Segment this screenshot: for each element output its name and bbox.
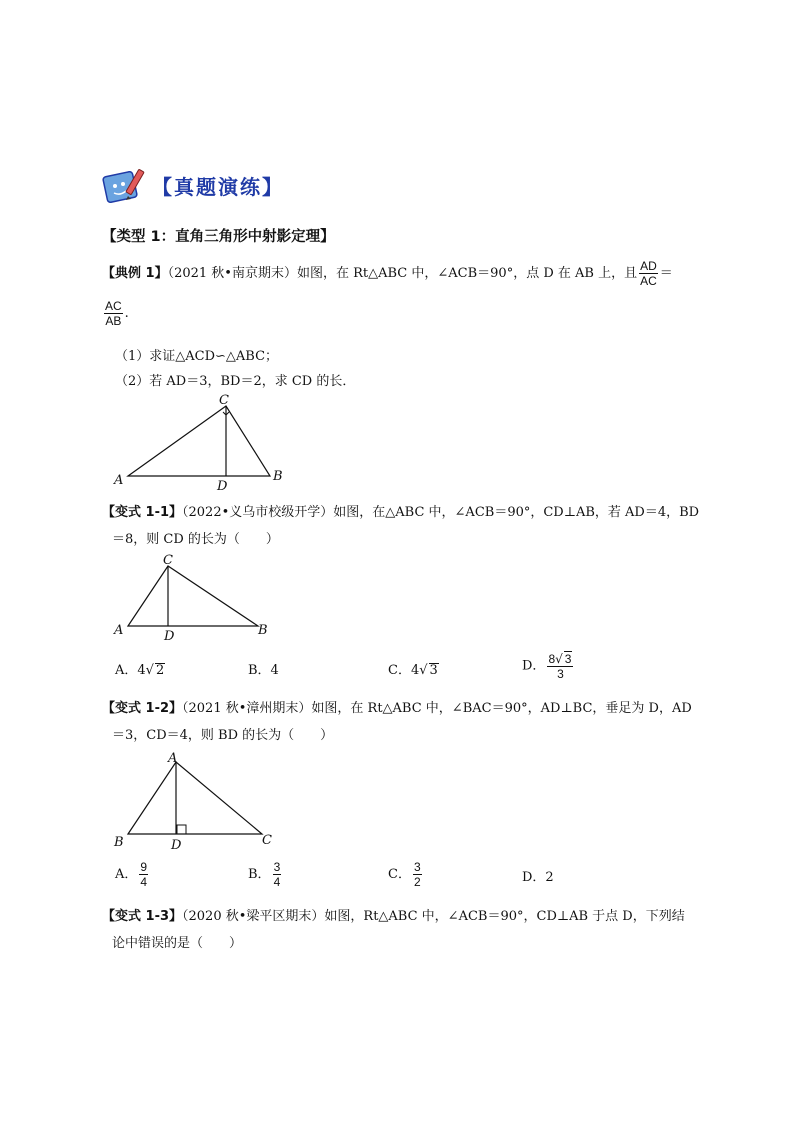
variant12-source: （2021 秋•漳州期末） bbox=[182, 701, 312, 716]
variant11-option-d[interactable]: D． $\frac{8√ 3}{3}$ bbox=[522, 652, 572, 681]
variant11-line2: ＝8，则 CD 的长为（ ） bbox=[112, 532, 279, 547]
triangle-abc bbox=[128, 566, 258, 626]
label-a: A bbox=[114, 623, 124, 638]
notebook-pencil-icon bbox=[102, 166, 150, 204]
label-a: A bbox=[168, 751, 178, 766]
variant12-line1 bbox=[102, 697, 692, 716]
variant13-text1: 如图，Rt△ABC 中，∠ACB＝90°，CD⊥AB 于点 D，下列结 bbox=[324, 909, 685, 924]
label-c: C bbox=[219, 393, 229, 408]
example1-question1: （1）求证△ACD∽△ABC； bbox=[115, 349, 279, 364]
variant12-line2: ＝3，CD＝4，则 BD 的长为（ ） bbox=[112, 728, 334, 743]
variant11-option-b[interactable]: B．4 bbox=[248, 663, 279, 678]
example1-line2: $\frac{AC}{AB}$ . bbox=[105, 299, 129, 328]
label-d: D bbox=[171, 838, 182, 852]
label-c: C bbox=[163, 553, 173, 568]
label-b: B bbox=[258, 623, 268, 638]
variant12-option-d[interactable]: D．2 bbox=[522, 870, 554, 885]
variant12-triangle-figure bbox=[110, 748, 280, 852]
variant12-option-a[interactable]: A． $\frac{9}{4}$ bbox=[115, 860, 148, 889]
variant13-line2: 论中错误的是（ ） bbox=[112, 936, 243, 951]
variant11-option-c[interactable]: C．4√ 3 bbox=[388, 663, 438, 678]
fraction-ac-ab: $\frac{AC}{AB}$ bbox=[105, 299, 122, 328]
right-angle-mark bbox=[177, 825, 186, 834]
triangle-abc bbox=[128, 762, 262, 834]
variant12-option-c[interactable]: C． $\frac{3}{2}$ bbox=[388, 860, 421, 889]
variant11-triangle-figure bbox=[110, 552, 280, 644]
triangle-abc bbox=[128, 406, 270, 476]
variant12-tag: 【变式 1-2】 bbox=[102, 701, 183, 716]
fraction-ad-ac: $\frac{AD}{AC}$ bbox=[640, 259, 657, 288]
variant11-tag: 【变式 1-1】 bbox=[102, 505, 183, 520]
label-a: A bbox=[114, 473, 124, 488]
example1-line1: 【典例 1】（2021 秋•南京期末）如图，在 Rt△ABC 中，∠ACB＝90°，点 D 在 AB 上，且 $\frac{AD}{AC}$ ＝ bbox=[102, 259, 673, 288]
example1-question2: （2）若 AD＝3，BD＝2，求 CD 的长． bbox=[115, 374, 356, 389]
variant11-source: （2022•义乌市校级开学） bbox=[182, 505, 334, 520]
variant13-tag: 【变式 1-3】 bbox=[102, 909, 183, 924]
variant12-text1: 如图，在 Rt△ABC 中，∠BAC＝90°，AD⊥BC，垂足为 D，AD bbox=[311, 701, 692, 716]
label-d: D bbox=[164, 629, 175, 644]
example1-source: （2021 秋•南京期末） bbox=[167, 266, 297, 281]
label-d: D bbox=[217, 479, 228, 492]
section-header bbox=[102, 166, 284, 204]
label-b: B bbox=[273, 469, 283, 484]
variant12-option-b[interactable]: B． $\frac{3}{4}$ bbox=[248, 860, 281, 889]
variant11-option-a[interactable]: A．4√ 2 bbox=[115, 663, 165, 678]
variant13-line1 bbox=[102, 905, 685, 924]
variant11-line1 bbox=[102, 501, 699, 520]
variant13-source: （2020 秋•梁平区期末） bbox=[182, 909, 325, 924]
example1-triangle-figure bbox=[110, 392, 290, 492]
example1-tag: 【典例 1】 bbox=[102, 266, 168, 281]
variant11-text1: 如图，在△ABC 中，∠ACB＝90°，CD⊥AB，若 AD＝4，BD bbox=[333, 505, 700, 520]
example1-text: 如图，在 Rt△ABC 中，∠ACB＝90°，点 D 在 AB 上，且 bbox=[296, 266, 638, 281]
section-heading: 【类型 1：直角三角形中射影定理】 bbox=[102, 229, 335, 245]
label-c: C bbox=[262, 833, 272, 848]
header-title: 【真题演练】 bbox=[152, 174, 284, 199]
label-b: B bbox=[114, 835, 124, 850]
